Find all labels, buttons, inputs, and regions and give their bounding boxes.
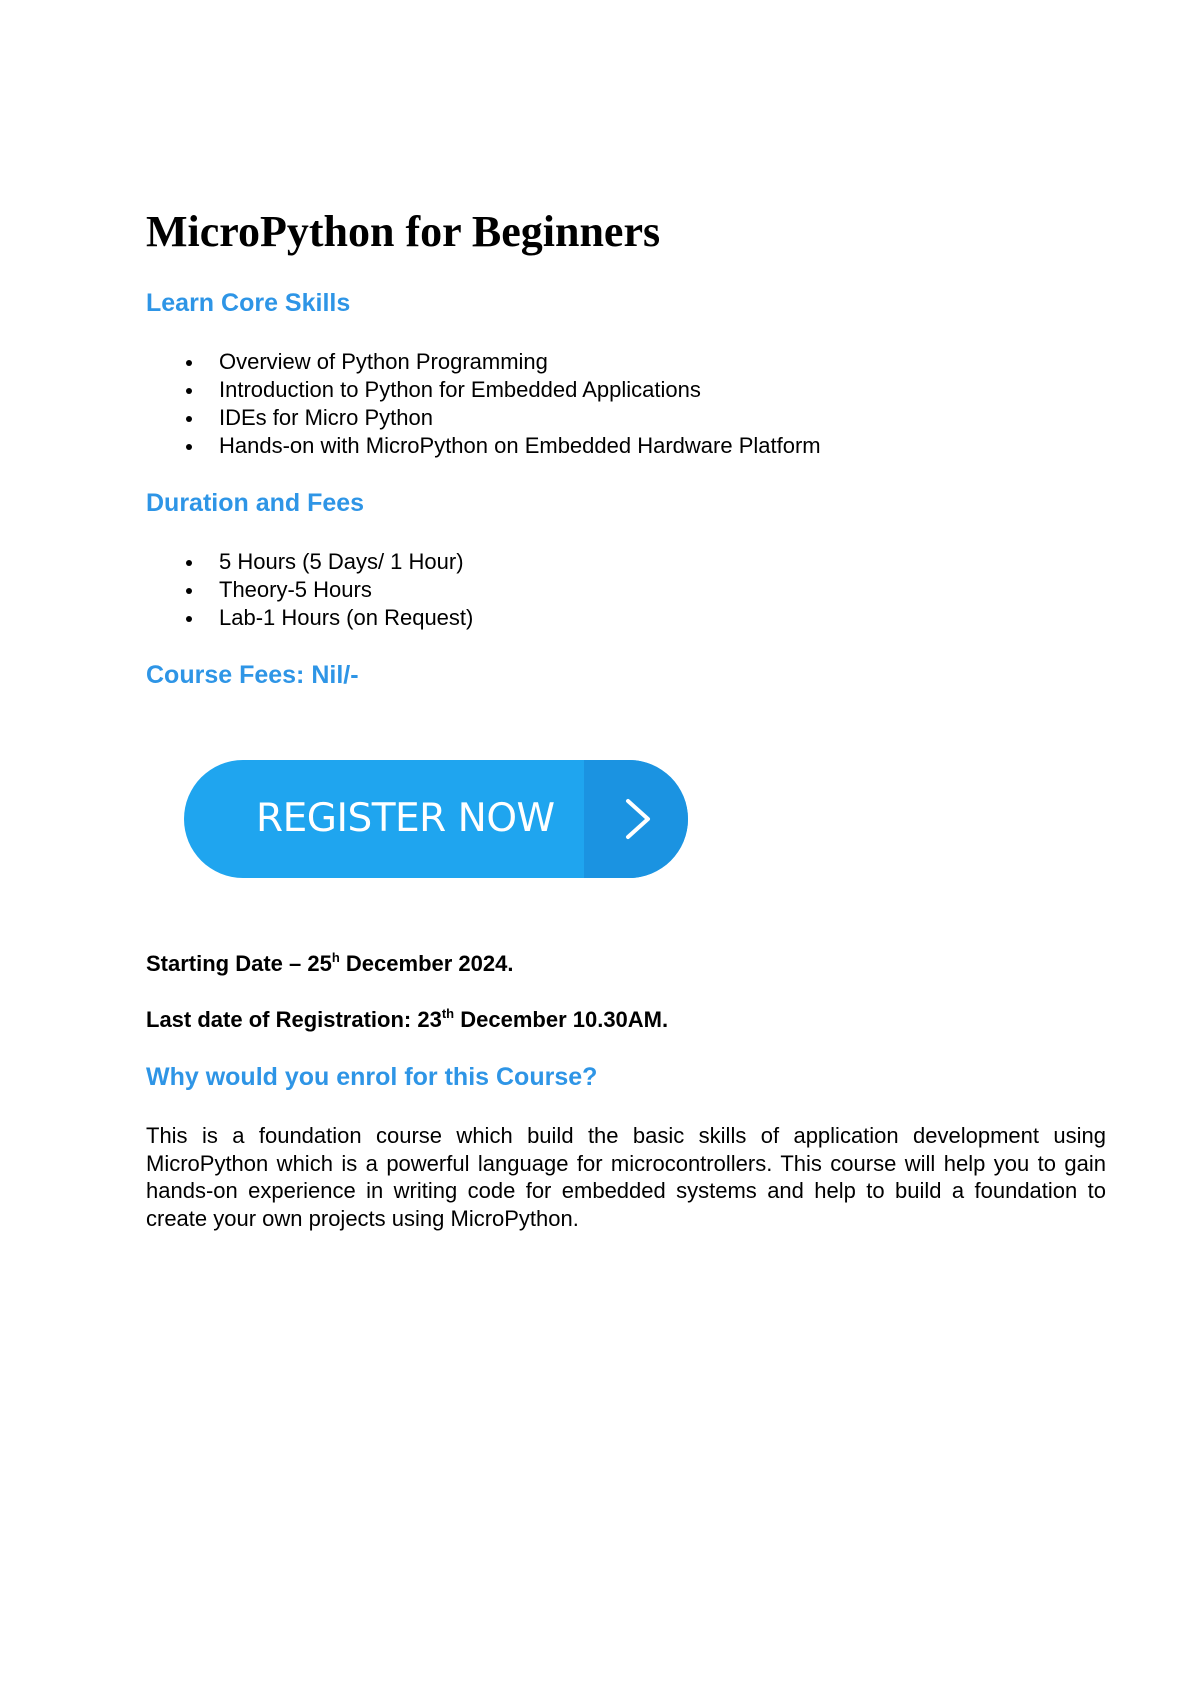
starting-date-suffix: December 2024. [339,951,514,976]
starting-date [146,950,513,978]
starting-date-prefix: Starting Date – 25 [146,951,332,976]
last-registration-sup: th [441,1006,455,1021]
list-item-label: IDEs for Micro Python [219,405,433,430]
bullet-icon [186,560,192,566]
duration-list [186,548,473,632]
list-item-label: Theory-5 Hours [219,577,372,602]
list-item-label: Lab-1 Hours (on Request) [219,605,474,630]
bullet-icon [186,588,192,594]
bullet-icon [186,416,192,422]
register-now-label[interactable]: REGISTER NOW [256,796,555,841]
last-registration-date [146,1006,668,1034]
bullet-icon [186,616,192,622]
list-item [186,348,821,376]
list-item-label: Overview of Python Programming [219,349,548,374]
list-item [186,432,821,460]
bullet-icon [186,444,192,450]
list-item [186,604,473,632]
list-item [186,404,821,432]
page-title: MicroPython for Beginners [146,207,661,256]
register-now-button[interactable] [184,760,688,878]
list-item-label: Hands-on with MicroPython on Embedded Hardware Platform [219,433,821,458]
why-enrol-heading: Why would you enrol for this Course? [146,1063,598,1091]
list-item-label: Introduction to Python for Embedded Applications [219,377,701,402]
list-item [186,576,473,604]
starting-date-sup: h [331,950,340,965]
list-item-label: 5 Hours (5 Days/ 1 Hour) [219,549,464,574]
last-registration-prefix: Last date of Registration: 23 [146,1007,442,1032]
course-fees-heading: Course Fees: Nil/- [146,661,359,689]
bullet-icon [186,360,192,366]
list-item [186,376,821,404]
duration-heading: Duration and Fees [146,489,365,517]
chevron-right-icon[interactable] [624,798,652,840]
why-enrol-body: This is a foundation course which build the basic skills of application development using MicroPython which is a powerful language for microcontrollers. This course will help you to gain hands-on experience in writing code for embedded systems and help to build a foundation to create your own projects using MicroPython. [146,1123,1106,1231]
list-item [186,548,473,576]
skills-list [186,348,821,460]
skills-heading: Learn Core Skills [146,289,351,317]
last-registration-suffix: December 10.30AM. [454,1007,669,1032]
bullet-icon [186,388,192,394]
